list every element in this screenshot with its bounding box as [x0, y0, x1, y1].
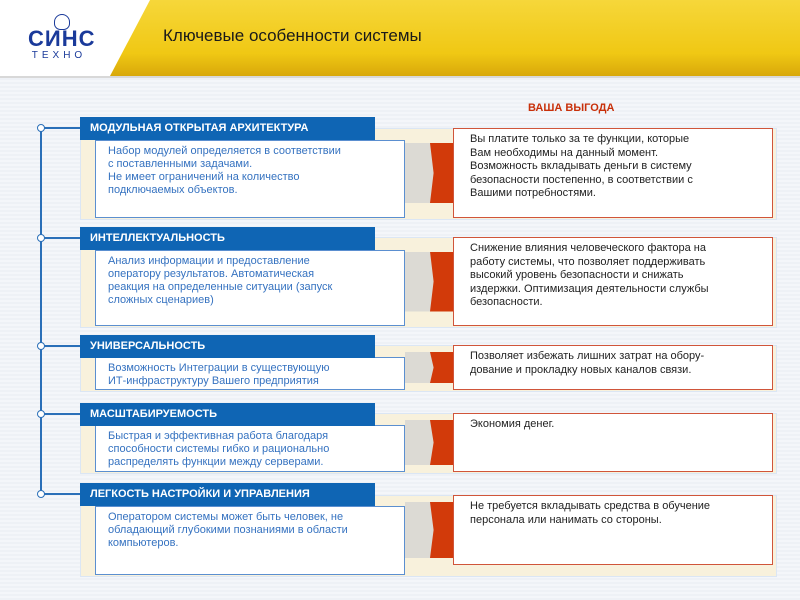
- connector-branch: [42, 413, 82, 415]
- logo-subtext: ТЕХНО: [31, 50, 87, 61]
- benefit-line: Возможность вкладывать деньги в систему: [470, 160, 692, 172]
- benefit-line: издержки. Оптимизация деятельности службы: [470, 282, 709, 295]
- description-line: Не имеет ограничений на количество: [108, 171, 300, 183]
- description-line: Быстрая и эффективная работа благодаря: [108, 430, 329, 442]
- header: [0, 0, 800, 78]
- connector-dot: [37, 342, 45, 350]
- logo: [28, 14, 96, 61]
- description-line: оператору результатов. Автоматическая: [108, 268, 315, 280]
- benefit-heading: ВАША ВЫГОДА: [528, 102, 615, 114]
- description-line: сложных сценариев): [108, 294, 214, 306]
- benefit-line: работу системы, что позволяет поддерживать: [470, 255, 706, 268]
- benefit-line: Не требуется вкладывать средства в обучение: [470, 500, 711, 512]
- connector-dot: [37, 234, 45, 242]
- connector-branch: [42, 127, 82, 129]
- feature-description: [95, 357, 405, 390]
- connector-branch: [42, 237, 82, 239]
- description-line: Возможность Интеграции в существующую: [108, 362, 330, 374]
- benefit-box: [453, 237, 773, 326]
- benefit-box: [453, 345, 773, 390]
- benefit-line: безопасности постепенно, в соответствии с: [470, 173, 693, 186]
- benefit-box: [453, 128, 773, 218]
- benefit-line: Вашими потребностями.: [470, 187, 596, 199]
- connector-branch: [42, 493, 82, 495]
- connector-branch: [42, 345, 82, 347]
- description-line: подключаемых объектов.: [108, 184, 238, 196]
- description-line: распределять функции между серверами.: [108, 456, 324, 468]
- connector-line: [40, 130, 42, 495]
- benefit-line: персонала или нанимать со стороны.: [470, 513, 662, 526]
- feature-description: [95, 506, 405, 575]
- benefit-box: [453, 495, 773, 565]
- logo-emblem-icon: [54, 14, 70, 30]
- page-title: Ключевые особенности системы: [163, 26, 422, 45]
- description-line: способности системы гибко и рационально: [108, 443, 330, 455]
- benefit-line: безопасности.: [470, 296, 543, 308]
- benefit-line: Снижение влияния человеческого фактора на: [470, 242, 706, 254]
- benefit-line: Экономия денег.: [470, 418, 555, 430]
- logo-text: СИНС: [28, 26, 96, 51]
- connector-dot: [37, 490, 45, 498]
- benefit-line: высокий уровень безопасности и снижать: [470, 269, 684, 281]
- description-line: обладающий глубокими познаниями в области: [108, 524, 348, 536]
- feature-heading: УНИВЕРСАЛЬНОСТЬ: [80, 335, 375, 358]
- benefit-line: Позволяет избежать лишних затрат на обору-: [470, 350, 705, 362]
- feature-heading: МОДУЛЬНАЯ ОТКРЫТАЯ АРХИТЕКТУРА: [80, 117, 375, 140]
- benefit-line: дование и прокладку новых каналов связи.: [470, 363, 692, 376]
- feature-description: [95, 250, 405, 326]
- description-line: Анализ информации и предоставление: [108, 255, 310, 267]
- description-line: реакция на определенные ситуации (запуск: [108, 281, 333, 293]
- benefit-line: Вам необходимы на данный момент.: [470, 146, 659, 159]
- connector-dot: [37, 124, 45, 132]
- feature-description: [95, 140, 405, 218]
- description-line: Оператором системы может быть человек, не: [108, 511, 344, 523]
- description-line: ИТ-инфраструктуру Вашего предприятия: [108, 375, 319, 387]
- description-line: с поставленными задачами.: [108, 158, 253, 170]
- feature-description: [95, 425, 405, 472]
- benefit-line: Вы платите только за те функции, которые: [470, 133, 690, 145]
- benefit-box: [453, 413, 773, 472]
- feature-heading: ИНТЕЛЛЕКТУАЛЬНОСТЬ: [80, 227, 375, 250]
- feature-heading: ЛЕГКОСТЬ НАСТРОЙКИ И УПРАВЛЕНИЯ: [80, 483, 375, 506]
- description-line: компьютеров.: [108, 537, 179, 549]
- feature-heading: МАСШТАБИРУЕМОСТЬ: [80, 403, 375, 426]
- connector-dot: [37, 410, 45, 418]
- description-line: Набор модулей определяется в соответствии: [108, 145, 341, 157]
